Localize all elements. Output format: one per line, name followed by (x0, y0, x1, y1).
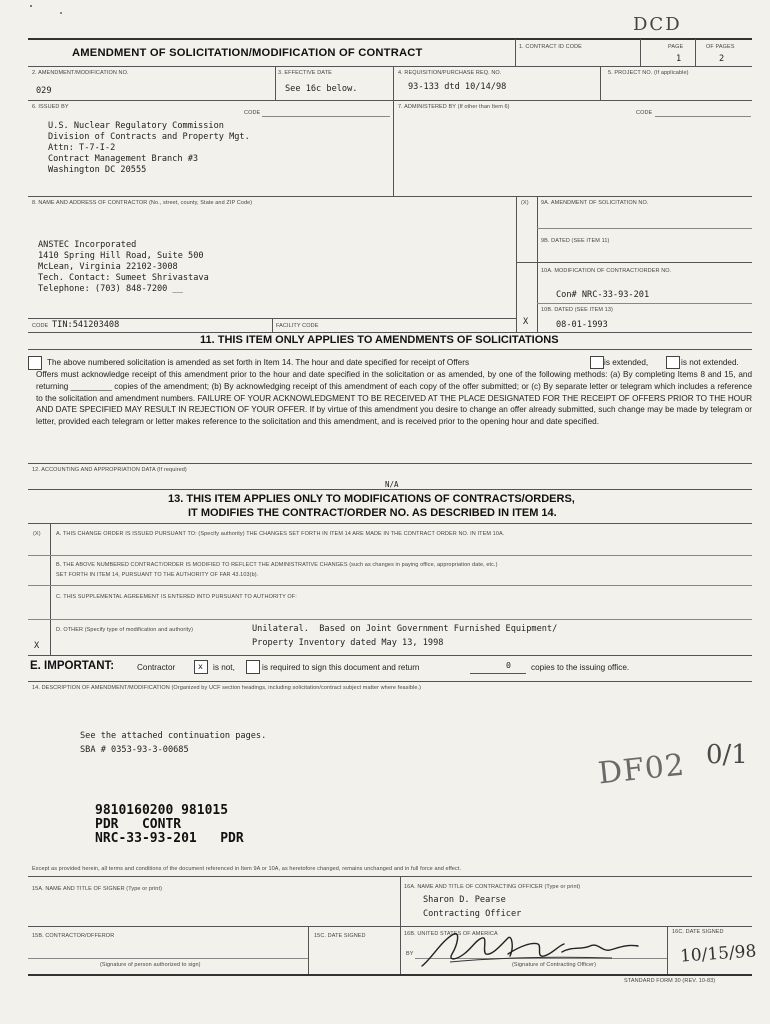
scan-speck (60, 12, 62, 14)
item-13-option-d-value: Unilateral. Based on Joint Government Furnished Equipment/ (252, 624, 558, 634)
contracting-officer-name: Sharon D. Pearse (423, 895, 506, 905)
effective-date-label: 3. EFFECTIVE DATE (278, 70, 332, 76)
item-13-option-b-line1: B. THE ABOVE NUMBERED CONTRACT/ORDER IS MODIFIED TO REFLECT THE ADMINISTRATIVE CHANGES (such as changes in paying office, appropriation date, etc.) (56, 562, 498, 568)
item-10a-value: Con# NRC-33-93-201 (556, 290, 650, 300)
top-border (28, 38, 752, 40)
contract-id-label: 1. CONTRACT ID CODE (519, 44, 582, 50)
item-16a-label: 16A. NAME AND TITLE OF CONTRACTING OFFICER (Type or print) (404, 884, 581, 890)
of-pages-number: 2 (719, 54, 725, 64)
page-number: 1 (676, 54, 682, 64)
copies-tail: copies to the issuing office. (531, 663, 630, 672)
is-required-checkbox[interactable] (246, 660, 260, 674)
facility-code-label: FACILITY CODE (276, 323, 319, 329)
extended-checkbox[interactable] (590, 356, 604, 369)
of-pages-label: OF PAGES (706, 44, 735, 50)
issued-by-line: Contract Management Branch #3 (48, 154, 199, 164)
contractor-code-label: CODE (32, 323, 49, 329)
item-11-checkbox[interactable] (28, 356, 42, 370)
item-12-label: 12. ACCOUNTING AND APPROPRIATION DATA (If required) (32, 467, 187, 473)
item-16b-by: BY (406, 951, 414, 957)
contractor-code-value: TIN:541203408 (52, 320, 120, 330)
date-signed-value: 10/15/98 (679, 941, 757, 967)
form-title: AMENDMENT OF SOLICITATION/MODIFICATION OF CONTRACT (72, 47, 423, 59)
document-stamp-line: PDR CONTR (95, 817, 182, 832)
issued-by-line: Washington DC 20555 (48, 165, 147, 175)
item-10b-label: 10B. DATED (SEE ITEM 13) (541, 307, 613, 313)
administered-by-code-label: CODE (636, 110, 653, 116)
item-13-option-a: A. THIS CHANGE ORDER IS ISSUED PURSUANT TO: (Specify authority) THE CHANGES SET FORTH IN ITEM 14 ARE MADE IN THE CONTRACT ORDER NO. IN ITEM 10A. (56, 531, 505, 537)
item-15c-label: 15C. DATE SIGNED (314, 933, 366, 939)
important-label: E. IMPORTANT: (30, 660, 115, 672)
item-15b-sub: (Signature of person authorized to sign) (100, 962, 201, 968)
issued-by-line: Attn: T-7-I-2 (48, 143, 116, 153)
amendment-no-label: 2. AMENDMENT/MODIFICATION NO. (32, 70, 129, 76)
contractor-line: McLean, Virginia 22102-3008 (38, 262, 178, 272)
item-11-paragraph: Offers must acknowledge receipt of this amendment prior to the hour and date specified in the solicitation or as amended, by one of the following methods: (a) By completing Items 8 and 15, and returning _________ copies of the amendment; (b) By acknowledging receipt of this amendment of each copy of the offer submitted; or (c) By separate letter or telegram which includes a reference to the solicitation and amendment numbers. FAILURE OF YOUR ACKNOWLEDGMENT TO BE RECEIVED AT THE PLACE DESIGNATED FOR THE RECEIPT OF OFFERS PRIOR TO THE HOUR AND DATE SPECIFIED MAY RESULT IN REJECTION OF YOUR OFFER. If by virtue of this amendment you desire to change an offer already submitted, such change may be made by telegram or letter, provided each telegram or letter makes reference to the solicitation and this amendment, and is received prior to the opening hour and date specified. (36, 370, 752, 427)
footer-note: Except as provided herein, all terms and conditions of the document referenced in Item 9A or 10A, as heretofore changed, remains unchanged and in full force and effect. (32, 866, 462, 872)
item-14-line: SBA # 0353-93-3-00685 (80, 745, 189, 755)
document-stamp-line: 9810160200 981015 (95, 803, 229, 818)
contractor-line: ANSTEC Incorporated (38, 240, 137, 250)
contractor-label: 8. NAME AND ADDRESS OF CONTRACTOR (No., street, county, State and ZIP Code) (32, 200, 253, 206)
item-10a-label: 10A. MODIFICATION OF CONTRACT/ORDER NO. (541, 268, 672, 274)
item-13-option-c: C. THIS SUPPLEMENTAL AGREEMENT IS ENTERED INTO PURSUANT TO AUTHORITY OF: (56, 594, 297, 600)
requisition-value: 93-133 dtd 10/14/98 (408, 82, 507, 92)
effective-date-value: See 16c below. (285, 84, 358, 94)
issued-by-line: Division of Contracts and Property Mgt. (48, 132, 250, 142)
is-extended-label: is extended, (604, 358, 649, 367)
contractor-line: 1410 Spring Hill Road, Suite 500 (38, 251, 204, 261)
administered-by-label: 7. ADMINISTERED BY (If other than Item 6) (398, 104, 510, 110)
issued-by-code-label: CODE (244, 110, 261, 116)
item-13-option-d-value: Property Inventory dated May 13, 1998 (252, 638, 444, 648)
form-id: STANDARD FORM 30 (REV. 10-83) (624, 978, 716, 984)
item-11-heading: 11. THIS ITEM ONLY APPLIES TO AMENDMENTS OF SOLICITATIONS (200, 334, 559, 346)
is-not-label: is not, (213, 663, 235, 672)
not-extended-checkbox[interactable] (666, 356, 680, 369)
contractor-line: Telephone: (703) 848-7200 __ (38, 284, 183, 294)
scan-speck (30, 5, 32, 7)
page-label: PAGE (668, 44, 684, 50)
x-column-label: (X) (521, 200, 529, 206)
important-contractor: Contractor (137, 663, 176, 672)
item-11-line1: The above numbered solicitation is amended as set forth in Item 14. The hour and date specified for receipt of Offers (47, 358, 470, 367)
handwritten-margin-note: 0/1 (706, 740, 748, 770)
handwritten-code: DF02 (596, 747, 687, 792)
document-stamp-line: NRC-33-93-201 PDR (95, 831, 244, 846)
is-not-mark: x (198, 661, 203, 671)
item-16b-sub: (Signature of Contracting Officer) (512, 962, 597, 968)
contracting-officer-title: Contracting Officer (423, 909, 522, 919)
item-13-option-b-line2: SET FORTH IN ITEM 14, PURSUANT TO THE AUTHORITY OF FAR 43.103(b). (56, 572, 259, 578)
item-13-heading-line2: IT MODIFIES THE CONTRACT/ORDER NO. AS DESCRIBED IN ITEM 14. (188, 507, 557, 519)
item-13-heading-line1: 13. THIS ITEM APPLIES ONLY TO MODIFICATIONS OF CONTRACTS/ORDERS, (168, 493, 575, 505)
item-10b-value: 08-01-1993 (556, 320, 608, 330)
project-no-label: 5. PROJECT NO. (If applicable) (608, 70, 689, 76)
item-15b-label: 15B. CONTRACTOR/OFFEROR (32, 933, 115, 939)
copies-count: 0 (506, 660, 511, 670)
item-15a-label: 15A. NAME AND TITLE OF SIGNER (Type or print) (32, 886, 163, 892)
item-12-value: N/A (385, 480, 399, 489)
item-9a-label: 9A. AMENDMENT OF SOLICITATION NO. (541, 200, 649, 206)
requisition-label: 4. REQUISITION/PURCHASE REQ. NO. (398, 70, 502, 76)
issued-by-line: U.S. Nuclear Regulatory Commission (48, 121, 224, 131)
item-16b-label: 16B. UNITED STATES OF AMERICA (404, 931, 498, 937)
item-10-x-mark: X (523, 317, 529, 327)
is-not-extended-label: is not extended. (681, 358, 739, 367)
contracting-officer-signature (412, 928, 652, 972)
item-13-x-col: (X) (33, 531, 41, 537)
item-13-option-d-label: D. OTHER (Specify type of modification and authority) (56, 627, 194, 633)
is-required-label: is required to sign this document and return (262, 663, 420, 672)
handwritten-annotation: DCD (633, 14, 682, 35)
amendment-no-value: 029 (36, 86, 52, 96)
item-14-label: 14. DESCRIPTION OF AMENDMENT/MODIFICATION (Organized by UCF section headings, including solicitation/contract subject matter where feasible.) (32, 685, 422, 691)
contractor-line: Tech. Contact: Sumeet Shrivastava (38, 273, 209, 283)
item-13-option-d-mark: X (34, 641, 40, 651)
item-9b-label: 9B. DATED (SEE ITEM 11) (541, 238, 610, 244)
issued-by-label: 6. ISSUED BY (32, 104, 69, 110)
item-16c-label: 16C. DATE SIGNED (672, 929, 724, 935)
item-14-line: See the attached continuation pages. (80, 731, 267, 741)
